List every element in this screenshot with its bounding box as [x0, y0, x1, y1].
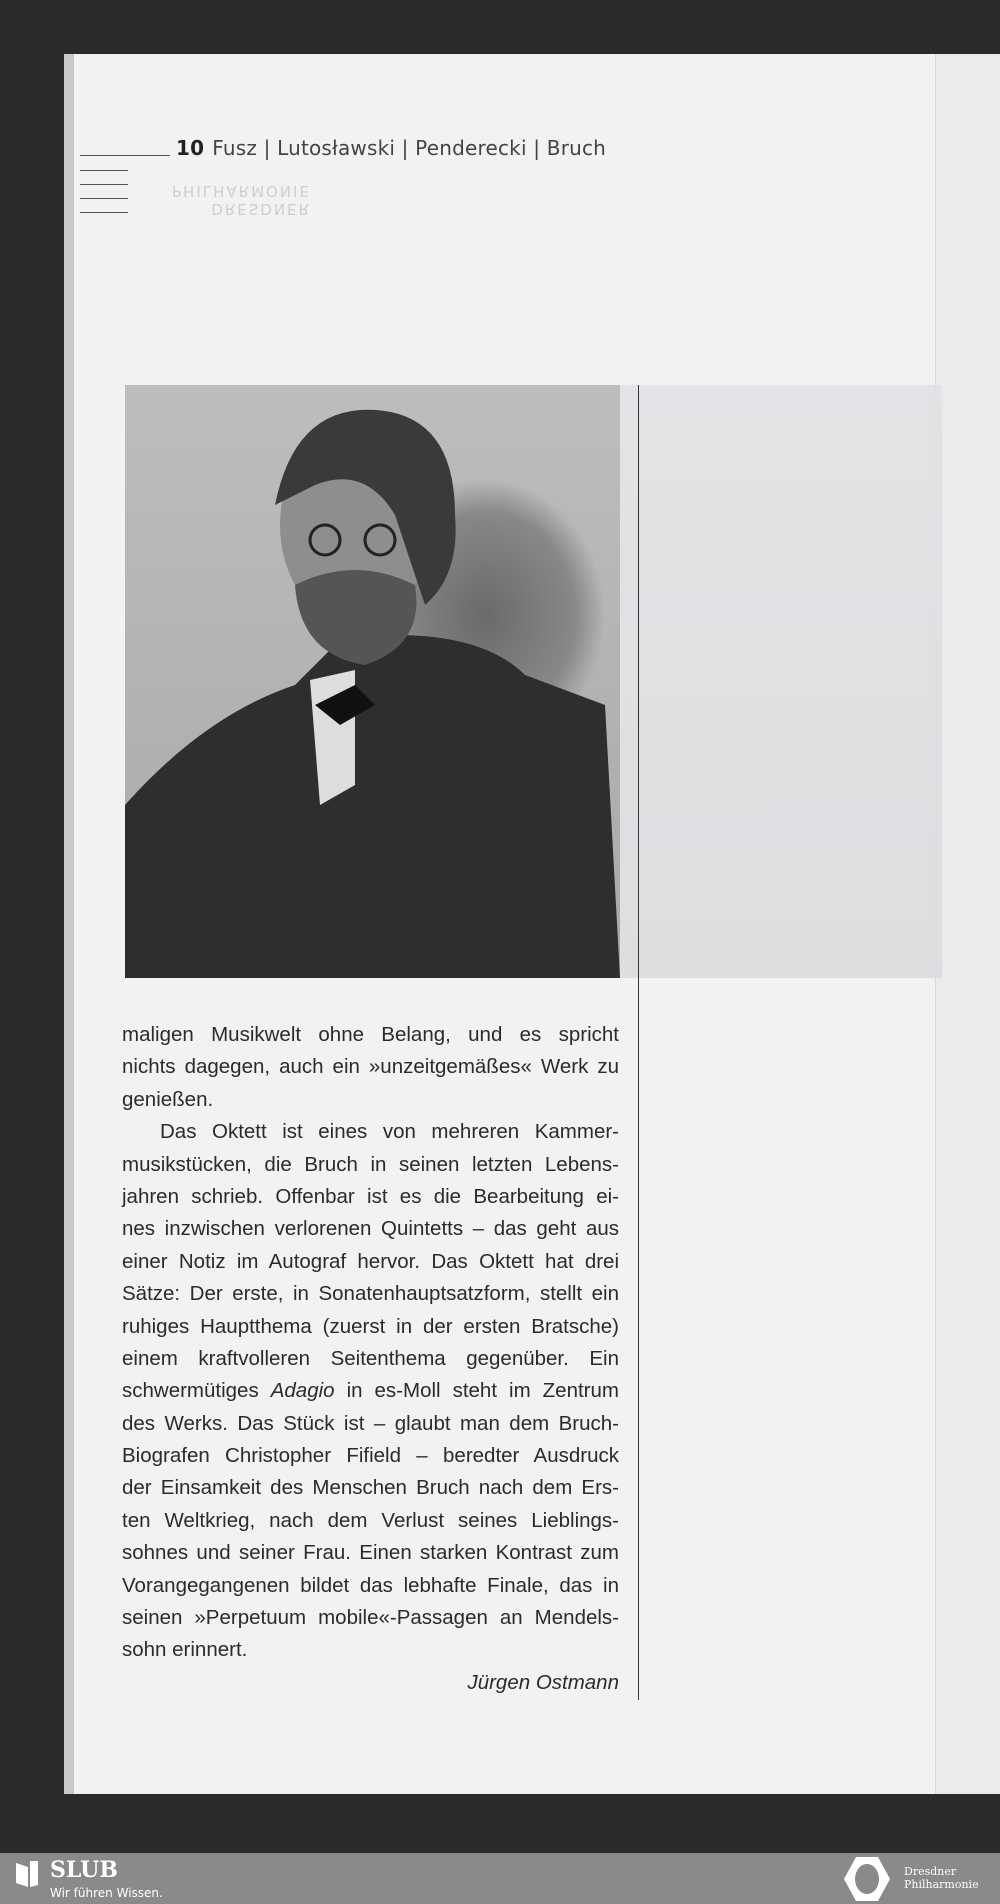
- decor-rule: [80, 198, 128, 199]
- text-line: seinen »Perpetuum mobile«-Passagen an Mendels-: [122, 1606, 619, 1630]
- footer-bar: [0, 1853, 1000, 1904]
- text-line: Vorangegangenen bildet das lebhafte Finale, das in: [122, 1573, 619, 1597]
- text-line: sohnes und seiner Frau. Einen starken Kontrast zum: [122, 1541, 619, 1565]
- text-span: in es-Moll steht im Zentrum: [334, 1379, 619, 1403]
- running-header: [176, 136, 606, 160]
- show-through-image: [620, 385, 942, 978]
- page-spine: [64, 54, 74, 1794]
- partner-line: Dresdner: [904, 1865, 957, 1878]
- text-line: maligen Musikwelt ohne Belang, und es spricht: [122, 1023, 619, 1046]
- text-line: des Werks. Das Stück ist – glaubt man dem Bruch-: [122, 1411, 619, 1435]
- text-span: schwermütiges: [122, 1379, 271, 1403]
- text-line: Biografen Christopher Fifield – beredter Ausdruck: [122, 1444, 619, 1468]
- italic-term: Adagio: [270, 1379, 335, 1403]
- decor-rule: [80, 170, 128, 171]
- column-divider: [638, 385, 639, 1700]
- slub-logo[interactable]: SLUB: [50, 1857, 118, 1883]
- text-line: sohn erinnert.: [122, 1638, 248, 1662]
- philharmonie-logo-text[interactable]: [904, 1865, 979, 1891]
- text-line: musikstücken, die Bruch in seinen letzten Lebens-: [122, 1152, 619, 1176]
- text-line: Sätze: Der erste, in Sonatenhauptsatzform, stellt ein: [122, 1282, 619, 1306]
- portrait-photo: [125, 385, 620, 978]
- philharmonie-logo-icon: [842, 1855, 892, 1903]
- text-line: [122, 1375, 619, 1407]
- text-line: ruhiges Hauptthema (zuerst in der ersten Bratsche): [122, 1314, 619, 1338]
- decor-rule: [80, 184, 128, 185]
- text-line: genießen.: [122, 1087, 214, 1111]
- portrait-illustration: [125, 385, 620, 978]
- text-line: einem kraftvolleren Seitenthema gegenüber. Ein: [122, 1346, 619, 1370]
- text-line: ten Weltkrieg, nach dem Verlust seines Lieblings-: [122, 1508, 619, 1532]
- header-title: Fusz | Lutosławski | Penderecki | Bruch: [212, 136, 607, 160]
- adjacent-page-edge: [935, 54, 1000, 1794]
- text-line: Das Oktett ist eines von mehreren Kammer-: [160, 1120, 619, 1144]
- decor-rule: [80, 212, 128, 213]
- slub-book-icon: [14, 1859, 40, 1889]
- ghost-logo-line: DRESDNER: [211, 200, 311, 218]
- slub-tagline: Wir führen Wissen.: [50, 1886, 163, 1900]
- text-line: der Einsamkeit des Menschen Bruch nach dem Ers-: [122, 1476, 619, 1500]
- page-number: 10: [176, 136, 205, 160]
- text-line: nichts dagegen, auch ein »unzeitgemäßes« Werk zu: [122, 1055, 619, 1079]
- author-signature: Jürgen Ostmann: [467, 1670, 619, 1694]
- text-line: jahren schrieb. Offenbar ist es die Bearbeitung ei-: [122, 1184, 619, 1208]
- article-body: [122, 1019, 619, 1695]
- partner-line: Philharmonie: [904, 1878, 979, 1891]
- show-through-logo: [172, 182, 311, 218]
- text-line: einer Notiz im Autograf hervor. Das Oktett hat drei: [122, 1249, 619, 1273]
- text-line: nes inzwischen verlorenen Quintetts – das geht aus: [122, 1217, 619, 1241]
- ghost-logo-line: PHILHARMONIE: [172, 182, 311, 200]
- header-rule: [80, 155, 170, 156]
